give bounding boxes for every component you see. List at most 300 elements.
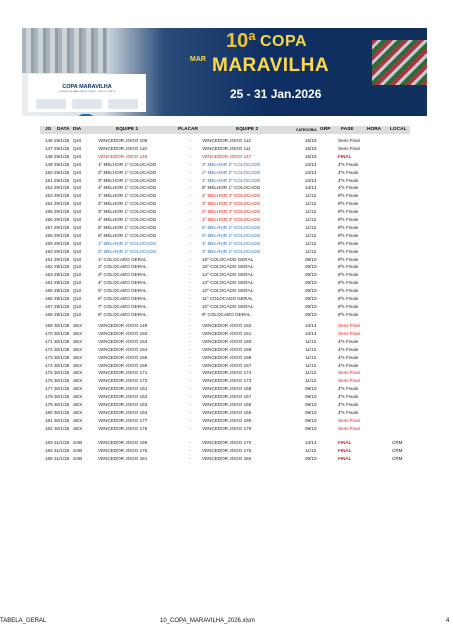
data-cell: 30/1/26 — [54, 386, 70, 392]
jg-cell: 163 — [45, 272, 53, 278]
dia-cell: SEX — [73, 362, 83, 368]
placar-sep-cell: - — [189, 323, 191, 328]
equipe2-cell: 10º COLOCADO GERAL — [202, 303, 254, 309]
placar-sep-cell: - — [189, 330, 191, 336]
jg-cell: 156 — [45, 217, 53, 222]
equipe1-cell: VENCEDOR JOGO 150 — [98, 330, 148, 336]
data-cell: 29/1/26 — [54, 256, 70, 262]
equipe1-cell: VENCEDOR JOGO 172 — [98, 378, 148, 384]
equipe2-cell: VENCEDOR JOGO 166 — [202, 402, 252, 407]
equipe1-cell: VENCEDOR JOGO 156 — [98, 362, 148, 368]
table-row — [40, 217, 410, 225]
placar-sep-cell: - — [189, 346, 191, 352]
placar-sep-cell: - — [189, 240, 191, 246]
dia-cell: QUI — [73, 288, 82, 294]
jg-cell: 160 — [45, 248, 53, 254]
jg-cell: 152 — [45, 185, 53, 191]
categoria-cell: 09/10 — [305, 264, 317, 270]
table-row — [40, 201, 410, 209]
categoria-cell: 11/12 — [305, 224, 317, 230]
placar-sep-cell: - — [189, 354, 191, 360]
col-data: DATA — [57, 127, 70, 132]
dia-cell: SEX — [73, 330, 83, 336]
table-row — [40, 331, 410, 339]
placar-sep-cell: - — [189, 455, 191, 461]
categoria-cell: 13/14 — [305, 440, 317, 445]
data-cell: 29/1/26 — [54, 161, 70, 167]
footer-page-number: 4 — [446, 618, 450, 624]
equipe1-cell: 6º COLOCADO GERAL — [98, 296, 147, 301]
placar-sep-cell: - — [189, 311, 191, 317]
equipe1-cell: VENCEDOR JOGO 178 — [98, 425, 148, 431]
data-cell: 30/1/26 — [54, 394, 70, 400]
categoria-cell: 09/10 — [305, 417, 317, 423]
jg-cell: 153 — [45, 193, 53, 199]
placar-sep-cell: - — [189, 256, 191, 262]
jg-cell: 148 — [45, 153, 53, 159]
dia-cell: QUI — [73, 193, 82, 199]
categoria-cell: 11/12 — [305, 370, 317, 376]
categoria-cell: 09/10 — [305, 386, 317, 392]
fase-cell: 4ªs Finais — [338, 338, 359, 344]
placar-sep-cell: - — [189, 161, 191, 167]
equipe2-cell: VENCEDOR JOGO 112 — [202, 138, 251, 143]
data-cell: 30/1/26 — [54, 370, 70, 376]
placar-sep-cell: - — [189, 409, 191, 415]
fase-cell: Semi Final — [338, 370, 360, 376]
placar-sep-cell: - — [189, 338, 191, 344]
fase-cell: Semi Final — [338, 378, 360, 384]
jg-cell: 171 — [45, 338, 53, 344]
fase-cell: 4ªs Finais — [338, 394, 359, 400]
categoria-cell: 11/12 — [305, 447, 317, 453]
equipe2-cell: VENCEDOR JOGO 159 — [202, 346, 252, 352]
equipe1-cell: VENCEDOR JOGO 155 — [98, 354, 148, 360]
fase-cell: 4ªs Finais — [338, 169, 359, 175]
event-dates: 25 - 31 Jan.2026 — [230, 87, 322, 101]
categoria-cell: 11/12 — [305, 201, 317, 207]
equipe1-cell: VENCEDOR JOGO 181 — [98, 455, 148, 461]
categoria-cell: 09/10 — [305, 288, 317, 294]
placar-sep-cell: - — [189, 201, 191, 207]
data-cell: 29/1/26 — [54, 224, 70, 230]
categoria-cell: 09/10 — [305, 402, 317, 407]
jg-cell: 147 — [45, 145, 53, 151]
categoria-cell: 13/14 — [305, 161, 317, 167]
equipe1-cell: VENCEDOR JOGO 162 — [98, 394, 148, 400]
equipe1-cell: VENCEDOR JOGO 164 — [98, 409, 148, 415]
placar-sep-cell: - — [189, 232, 191, 238]
fase-cell: Semi Final — [338, 425, 360, 431]
categoria-cell: 15/16 — [305, 145, 317, 151]
dia-cell: QUI — [73, 264, 82, 270]
footer-file-name: 10_COPA_MARAVILHA_2026.xlsm — [160, 618, 255, 624]
table-row — [40, 378, 410, 386]
categoria-cell: 09/10 — [305, 272, 317, 278]
equipe2-cell: 1º MELHOR 2º COLOCADO — [202, 177, 261, 183]
table-row — [40, 448, 410, 456]
data-cell: 30/1/26 — [54, 417, 70, 423]
fase-cell: 4ªs Finais — [338, 409, 359, 415]
jg-cell: 157 — [45, 224, 53, 230]
categoria-cell: 11/12 — [305, 378, 317, 384]
table-row — [40, 339, 410, 347]
equipe1-cell: 5º MELHOR 1º COLOCADO — [98, 224, 157, 230]
equipe1-cell: 5º COLOCADO GERAL — [98, 288, 147, 294]
dia-cell: SEX — [73, 394, 83, 400]
table-row — [40, 402, 410, 410]
table-row — [40, 323, 410, 331]
col-dia: DIA — [73, 127, 82, 132]
equipe2-cell: VENCEDOR JOGO 111 — [202, 145, 251, 151]
fase-cell: 4ªs Finais — [338, 402, 359, 407]
dia-cell: QUI — [73, 153, 82, 159]
table-row — [40, 185, 410, 193]
categoria-cell: 13/14 — [305, 185, 317, 191]
data-cell: 30/1/26 — [54, 378, 70, 384]
categoria-cell: 11/12 — [305, 209, 317, 215]
data-cell: 29/1/26 — [54, 217, 70, 222]
equipe2-cell: 16º COLOCADO GERAL — [202, 256, 254, 262]
data-cell: 30/1/26 — [54, 354, 70, 360]
data-cell: 30/1/26 — [54, 402, 70, 407]
equipe2-cell: VENCEDOR JOGO 167 — [202, 394, 252, 400]
edition-number: 10ª — [226, 30, 256, 52]
equipe1-cell: VENCEDOR JOGO 171 — [98, 370, 148, 376]
equipe1-cell: 2º COLOCADO GERAL — [98, 264, 147, 270]
placar-sep-cell: - — [189, 169, 191, 175]
categoria-cell: 13/14 — [305, 169, 317, 175]
jg-cell: 158 — [45, 232, 53, 238]
equipe1-cell: 2º MELHOR 1º COLOCADO — [98, 169, 157, 175]
dia-cell: SEX — [73, 370, 83, 376]
table-row — [40, 363, 410, 371]
dia-cell: QUI — [73, 311, 82, 317]
equipe1-cell: VENCEDOR JOGO 161 — [98, 386, 148, 392]
equipe1-cell: 4º COLOCADO GERAL — [98, 280, 147, 286]
categoria-cell: 09/10 — [305, 455, 317, 461]
col-categoria: CATEGORIA — [296, 128, 317, 132]
categoria-cell: 09/10 — [305, 296, 317, 301]
table-row — [40, 355, 410, 363]
fase-cell: 8ªs Finais — [338, 256, 359, 262]
table-row — [40, 138, 410, 146]
equipe2-cell: 2º MELHOR 2º COLOCADO — [202, 169, 261, 175]
col-placar: PLACAR — [178, 127, 198, 132]
equipe2-cell: VENCEDOR JOGO 179 — [202, 425, 252, 431]
equipe2-cell: 14º COLOCADO GERAL — [202, 272, 254, 278]
data-cell: 29/1/26 — [54, 201, 70, 207]
data-cell: 30/1/26 — [54, 425, 70, 431]
jg-cell: 164 — [45, 280, 53, 286]
equipe1-cell: 1º MELHOR 1º COLOCADO — [98, 193, 157, 199]
equipe2-cell: 12º COLOCADO GERAL — [202, 288, 254, 294]
jg-cell: 154 — [45, 201, 53, 207]
table-row — [40, 154, 410, 162]
dia-cell: QUI — [73, 217, 82, 222]
data-cell: 29/1/26 — [54, 311, 70, 317]
col-local: LOCAL — [390, 127, 407, 132]
jg-cell: 179 — [45, 402, 53, 407]
equipe1-cell: VENCEDOR JOGO 163 — [98, 402, 148, 407]
categoria-cell: 09/10 — [305, 303, 317, 309]
equipe2-cell: 13º COLOCADO GERAL — [202, 280, 254, 286]
local-cell: CRM — [392, 440, 403, 445]
fase-cell: 4ªs Finais — [338, 177, 359, 183]
dia-cell: SEX — [73, 338, 83, 344]
categoria-cell: 15/16 — [305, 153, 317, 159]
placar-sep-cell: - — [189, 209, 191, 215]
placar-sep-cell: - — [189, 425, 191, 431]
placar-sep-cell: - — [189, 370, 191, 376]
equipe1-cell: VENCEDOR JOGO 109 — [98, 138, 148, 143]
jg-cell: 172 — [45, 346, 53, 352]
fase-cell: FINAL — [338, 447, 352, 453]
data-cell: 29/1/26 — [54, 240, 70, 246]
jg-cell: 167 — [45, 303, 53, 309]
equipe2-cell: 3º MELHOR 2º COLOCADO — [202, 161, 261, 167]
fase-cell: 4ªs Finais — [338, 362, 359, 368]
dia-cell: QUI — [73, 145, 82, 151]
fase-cell: 8ªs Finais — [338, 288, 359, 294]
dia-cell: SAB — [73, 447, 83, 453]
equipe2-cell: VENCEDOR JOGO 168 — [202, 386, 252, 392]
equipe2-cell: 9º COLOCADO GERAL — [202, 311, 251, 317]
placar-sep-cell: - — [189, 303, 191, 309]
equipe2-cell: VENCEDOR JOGO 170 — [202, 440, 252, 445]
categoria-cell: 11/12 — [305, 362, 317, 368]
placar-sep-cell: - — [189, 447, 191, 453]
fase-cell: 8ªs Finais — [338, 201, 359, 207]
equipe2-cell: VENCEDOR JOGO 165 — [202, 409, 252, 415]
categoria-cell: 13/14 — [305, 177, 317, 183]
jg-cell: 170 — [45, 330, 53, 336]
data-cell: 29/1/26 — [54, 272, 70, 278]
jg-cell: 174 — [45, 362, 53, 368]
data-cell: 30/1/26 — [54, 362, 70, 368]
categoria-cell: 09/10 — [305, 280, 317, 286]
dia-cell: QUI — [73, 185, 82, 191]
dia-cell: SAB — [73, 455, 83, 461]
jg-cell: 180 — [45, 409, 53, 415]
footer-sheet-name: TABELA_GERAL — [0, 618, 47, 624]
table-row — [40, 280, 410, 288]
table-row — [40, 225, 410, 233]
equipe2-cell: 15º COLOCADO GERAL — [202, 264, 254, 270]
equipe1-cell: 4º MELHOR 1º COLOCADO — [98, 217, 157, 222]
placar-sep-cell: - — [189, 138, 191, 143]
table-row — [40, 257, 410, 265]
table-row — [40, 272, 410, 280]
placar-sep-cell: - — [189, 264, 191, 270]
fase-cell: 8ªs Finais — [338, 303, 359, 309]
placar-sep-cell: - — [189, 386, 191, 392]
equipe1-cell: VENCEDOR JOGO 154 — [98, 346, 148, 352]
dia-cell: SEX — [73, 378, 83, 384]
equipe1-cell: VENCEDOR JOGO 175 — [98, 447, 148, 453]
table-row — [40, 233, 410, 241]
table-row — [40, 440, 410, 448]
dia-cell: QUI — [73, 303, 82, 309]
categoria-cell: 11/12 — [305, 346, 317, 352]
jg-cell: 149 — [45, 161, 53, 167]
fase-cell: 4ªs Finais — [338, 386, 359, 392]
placar-sep-cell: - — [189, 153, 191, 159]
dia-cell: QUI — [73, 296, 82, 301]
fase-cell: 8ªs Finais — [338, 272, 359, 278]
fase-cell: 8ªs Finais — [338, 248, 359, 254]
placar-sep-cell: - — [189, 217, 191, 222]
fase-cell: 8ªs Finais — [338, 217, 359, 222]
dia-cell: SEX — [73, 409, 83, 415]
categoria-cell: 09/10 — [305, 394, 317, 400]
categoria-cell: 11/12 — [305, 232, 317, 238]
dia-cell: SEX — [73, 417, 83, 423]
equipe2-cell: VENCEDOR JOGO 173 — [202, 378, 252, 384]
data-cell: 30/1/26 — [54, 409, 70, 415]
fase-cell: Semi Final — [338, 138, 360, 143]
equipe1-cell: VENCEDOR JOGO 169 — [98, 440, 148, 445]
data-cell: 29/1/26 — [54, 145, 70, 151]
local-cell: CRM — [392, 447, 403, 453]
table-row — [40, 264, 410, 272]
data-cell: 29/1/26 — [54, 296, 70, 301]
dia-cell: SEX — [73, 402, 83, 407]
fase-cell: 8ªs Finais — [338, 193, 359, 199]
data-cell: 29/1/26 — [54, 193, 70, 199]
jg-cell: 176 — [45, 378, 53, 384]
table-row — [40, 418, 410, 426]
categoria-cell: 13/14 — [305, 323, 317, 328]
table-row — [40, 456, 410, 464]
dia-cell: QUI — [73, 161, 82, 167]
equipe2-cell: 5º MELHOR 2º COLOCADO — [202, 232, 261, 238]
jg-cell: 159 — [45, 240, 53, 246]
jg-cell: 178 — [45, 394, 53, 400]
categoria-cell: 11/12 — [305, 217, 317, 222]
placar-sep-cell: - — [189, 272, 191, 278]
data-cell: 30/1/26 — [54, 338, 70, 344]
col-jg: JG — [45, 127, 52, 132]
dia-cell: QUI — [73, 201, 82, 207]
categoria-cell: 11/12 — [305, 354, 317, 360]
fase-cell: 4ªs Finais — [338, 185, 359, 191]
table-row — [40, 296, 410, 304]
dia-cell: QUI — [73, 280, 82, 286]
table-row — [40, 170, 410, 178]
categoria-cell: 11/12 — [305, 338, 317, 344]
dia-cell: SEX — [73, 354, 83, 360]
equipe1-cell: VENCEDOR JOGO 110 — [98, 145, 147, 151]
equipe2-cell: 11º COLOCADO GERAL — [202, 296, 253, 301]
fase-cell: Semi Final — [338, 145, 360, 151]
table-row — [40, 178, 410, 186]
equipe2-cell: 3º MELHOR 2º COLOCADO — [202, 248, 261, 254]
copa-word: COPA — [260, 33, 308, 50]
data-cell: 29/1/26 — [54, 288, 70, 294]
equipe1-cell: 1º COLOCADO GERAL — [98, 256, 147, 262]
fase-cell: 8ªs Finais — [338, 264, 359, 270]
equipe1-cell: 7º COLOCADO GERAL — [98, 303, 147, 309]
table-row — [40, 304, 410, 312]
maravilha-title: MARAVILHA — [212, 55, 330, 76]
col-equipe1: EQUIPE 1 — [116, 127, 139, 132]
dia-cell: QUI — [73, 138, 82, 143]
equipe1-cell: 2º MELHOR 2º COLOCADO — [98, 248, 157, 254]
data-cell: 29/1/26 — [54, 138, 70, 143]
equipe2-cell: VENCEDOR JOGO 157 — [202, 362, 252, 368]
equipe2-cell: 1º MELHOR 3º COLOCADO — [202, 217, 261, 222]
equipe1-cell: 6º MELHOR 1º COLOCADO — [98, 232, 157, 238]
equipe2-cell: 5º MELHOR 1º COLOCADO — [202, 185, 261, 191]
equipe2-cell: 2º MELHOR 3º COLOCADO — [202, 209, 261, 215]
jg-cell: 150 — [45, 169, 53, 175]
categoria-cell: 09/10 — [305, 311, 317, 317]
jg-cell: 183 — [45, 440, 53, 445]
table-row — [40, 162, 410, 170]
dia-cell: QUI — [73, 224, 82, 230]
fase-cell: FINAL — [338, 153, 352, 159]
equipe2-cell: 4º MELHOR 2º COLOCADO — [202, 240, 261, 246]
equipe1-cell: VENCEDOR JOGO 177 — [98, 417, 148, 423]
dia-cell: QUI — [73, 209, 82, 215]
equipe2-cell: VENCEDOR JOGO 182 — [202, 455, 252, 461]
dia-cell: SEX — [73, 386, 83, 392]
data-cell: 31/1/26 — [54, 447, 70, 453]
col-fase: FASE — [341, 127, 354, 132]
jg-cell: 182 — [45, 425, 53, 431]
dia-cell: SEX — [73, 425, 83, 431]
placar-sep-cell: - — [189, 402, 191, 407]
fase-cell: 8ªs Finais — [338, 240, 359, 246]
placar-sep-cell: - — [189, 177, 191, 183]
jg-cell: 185 — [45, 455, 53, 461]
col-grp: GRP — [320, 127, 331, 132]
equipe2-cell: 3º MELHOR 3º COLOCADO — [202, 201, 261, 207]
dia-cell: QUI — [73, 272, 82, 278]
equipe1-cell: 4º MELHOR 1º COLOCADO — [98, 185, 157, 191]
jg-cell: 169 — [45, 323, 53, 328]
col-equipe2: EQUIPE 2 — [236, 127, 259, 132]
dia-cell: SEX — [73, 323, 83, 328]
placar-sep-cell: - — [189, 417, 191, 423]
categoria-cell: 09/10 — [305, 256, 317, 262]
equipe1-cell: 1º MELHOR 2º COLOCADO — [98, 240, 157, 246]
equipe1-cell: 2º MELHOR 1º COLOCADO — [98, 201, 157, 207]
equipe2-cell: VENCEDOR JOGO 180 — [202, 417, 252, 423]
jg-cell: 165 — [45, 288, 53, 294]
fase-cell: 4ªs Finais — [338, 346, 359, 352]
dia-cell: QUI — [73, 169, 82, 175]
categoria-cell: 11/12 — [305, 248, 317, 254]
jg-cell: 155 — [45, 209, 53, 215]
equipe2-cell: VENCEDOR JOGO 174 — [202, 370, 252, 376]
placar-sep-cell: - — [189, 440, 191, 445]
table-row — [40, 410, 410, 418]
fase-cell: 4ªs Finais — [338, 354, 359, 360]
placar-sep-cell: - — [189, 145, 191, 151]
dia-cell: QUI — [73, 177, 82, 183]
data-cell: 29/1/26 — [54, 209, 70, 215]
equipe2-cell: VENCEDOR JOGO 151 — [202, 330, 252, 336]
logo-title: COPA MARAVILHA — [62, 84, 112, 90]
equipe2-cell: VENCEDOR JOGO 158 — [202, 354, 252, 360]
table-row — [40, 193, 410, 201]
placar-sep-cell: - — [189, 394, 191, 400]
dia-cell: SEX — [73, 346, 83, 352]
equipe1-cell: VENCEDOR JOGO 153 — [98, 338, 148, 344]
fase-cell: Semi Final — [338, 417, 360, 423]
